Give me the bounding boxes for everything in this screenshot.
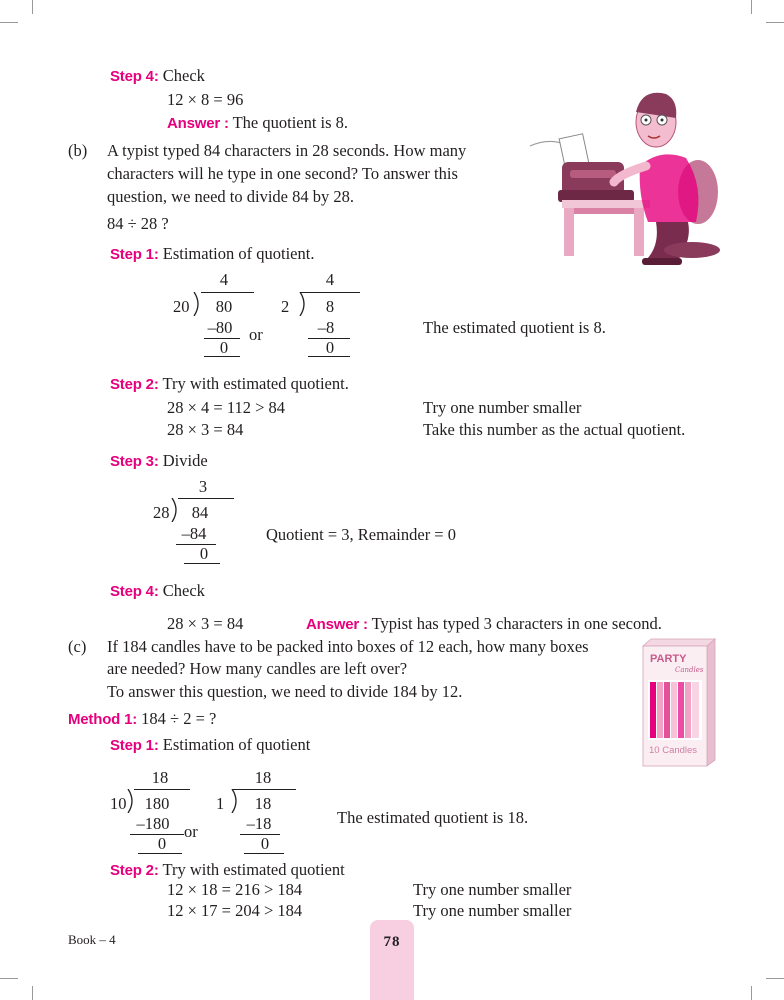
box-subtitle: Candles xyxy=(675,666,704,674)
question-marker: (b) xyxy=(68,141,88,160)
question-text: If 184 candles have to be packed into boxes of 12 each, how many boxes xyxy=(107,637,589,656)
answer-line: Answer : Typist has typed 3 characters in one second. xyxy=(306,614,662,633)
divisor: 1 xyxy=(216,794,225,813)
step-heading: Step 4: Check xyxy=(110,66,205,85)
question-text: A typist typed 84 characters in 28 seconds. How many xyxy=(107,141,467,160)
step-heading: Step 2: Try with estimated quotient xyxy=(110,860,345,879)
dividend: 18 xyxy=(254,794,272,813)
dividend: 80 xyxy=(215,297,233,316)
subtrahend: –84 xyxy=(181,524,207,543)
crop-mark xyxy=(766,978,784,979)
calc-line: 28 × 4 = 112 > 84 xyxy=(167,398,286,417)
book-label: Book – 4 xyxy=(68,932,116,947)
question-text: characters will he type in one second? To answer this xyxy=(107,164,458,183)
question-text: To answer this question, we need to divide 184 by 12. xyxy=(107,682,463,701)
or-word: or xyxy=(249,325,263,344)
subtrahend: –8 xyxy=(317,318,335,337)
division-bracket xyxy=(298,292,310,316)
quotient: 18 xyxy=(151,768,169,787)
crop-mark xyxy=(32,0,33,14)
box-brand: PARTY xyxy=(650,653,687,665)
dividend: 8 xyxy=(325,297,335,316)
crop-mark xyxy=(0,22,18,23)
quotient: 18 xyxy=(254,768,272,787)
step-heading: Step 3: Divide xyxy=(110,451,208,470)
divisor: 28 xyxy=(153,503,170,522)
question-text: question, we need to divide 84 by 28. xyxy=(107,187,355,206)
calc-note: Try one number smaller xyxy=(423,398,582,417)
crop-mark xyxy=(766,22,784,23)
calc-note: Take this number as the actual quotient. xyxy=(423,420,686,439)
division-bracket xyxy=(192,292,204,316)
division-result: Quotient = 3, Remainder = 0 xyxy=(266,525,456,544)
quotient: 4 xyxy=(219,270,229,289)
divisor: 10 xyxy=(110,794,127,813)
box-count: 10 Candles xyxy=(649,745,698,756)
dividend: 180 xyxy=(144,794,170,813)
crop-mark xyxy=(751,0,752,14)
subtrahend: –180 xyxy=(136,814,170,833)
page-number: 78 xyxy=(383,934,401,950)
estimate-note: The estimated quotient is 18. xyxy=(337,808,529,827)
remainder: 0 xyxy=(157,834,167,853)
crop-mark xyxy=(751,986,752,1000)
expression: 84 ÷ 28 ? xyxy=(107,214,169,233)
calc-line: 12 × 17 = 204 > 184 xyxy=(167,901,303,920)
division-bracket xyxy=(230,789,242,813)
quotient: 4 xyxy=(325,270,335,289)
candle-box-illustration xyxy=(641,638,717,768)
remainder: 0 xyxy=(219,338,229,357)
question-marker: (c) xyxy=(68,637,87,656)
calc-line: 28 × 3 = 84 xyxy=(167,420,244,439)
subtrahend: –18 xyxy=(246,814,272,833)
method-heading: Method 1: 184 ÷ 2 = ? xyxy=(68,709,217,728)
crop-mark xyxy=(32,986,33,1000)
dividend: 84 xyxy=(191,503,209,522)
divisor: 2 xyxy=(281,297,290,316)
divisor: 20 xyxy=(173,297,190,316)
calc-note: Try one number smaller xyxy=(413,880,572,899)
step-heading: Step 4: Check xyxy=(110,581,205,600)
subtrahend: –80 xyxy=(207,318,233,337)
estimate-note: The estimated quotient is 8. xyxy=(423,318,606,337)
calc-line: 28 × 3 = 84 xyxy=(167,614,244,633)
page-number-tab xyxy=(370,920,414,1000)
answer-line: Answer : The quotient is 8. xyxy=(167,113,349,132)
step-heading: Step 1: Estimation of quotient. xyxy=(110,244,315,263)
step-heading: Step 1: Estimation of quotient xyxy=(110,735,311,754)
typist-illustration xyxy=(528,74,728,274)
step-heading: Step 2: Try with estimated quotient. xyxy=(110,374,349,393)
or-word: or xyxy=(184,822,198,841)
calc-line: 12 × 18 = 216 > 184 xyxy=(167,880,303,899)
question-text: are needed? How many candles are left over? xyxy=(107,659,408,678)
crop-mark xyxy=(0,978,18,979)
calc-line: 12 × 8 = 96 xyxy=(167,90,244,109)
quotient: 3 xyxy=(198,477,208,496)
remainder: 0 xyxy=(199,544,209,563)
remainder: 0 xyxy=(325,338,335,357)
remainder: 0 xyxy=(260,834,270,853)
calc-note: Try one number smaller xyxy=(413,901,572,920)
